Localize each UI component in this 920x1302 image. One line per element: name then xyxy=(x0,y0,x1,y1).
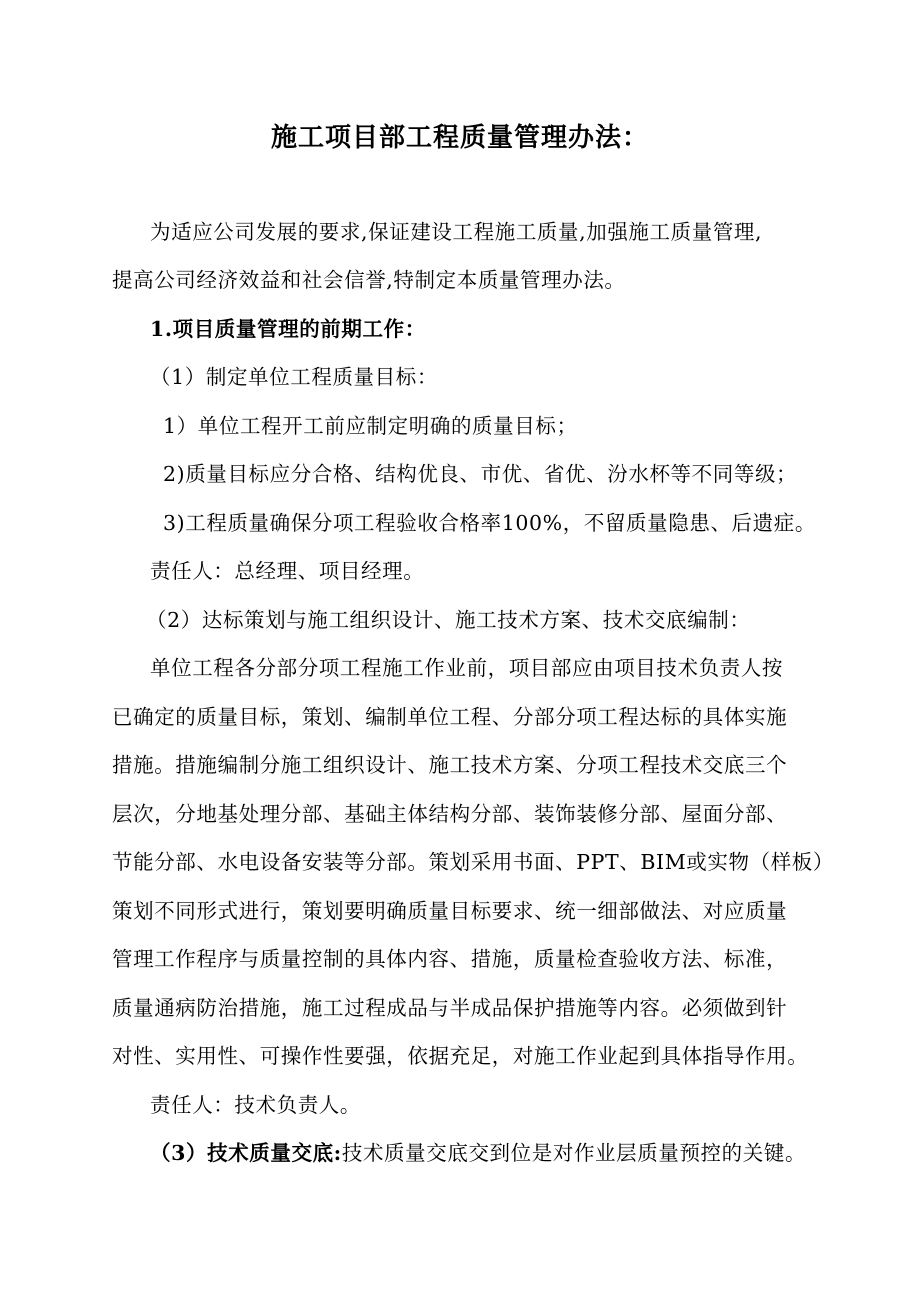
responsible-line: 责任人：技术负责人。 xyxy=(150,1093,361,1117)
paragraph-line: 为适应公司发展的要求,保证建设工程施工质量,加强施工质量管理, xyxy=(150,220,763,244)
document-title: 施工项目部工程质量管理办法： xyxy=(270,123,649,153)
section-heading: 1.项目质量管理的前期工作： xyxy=(150,317,426,341)
paragraph-line: 质量通病防治措施，施工过程成品与半成品保护措施等内容。必须做到针 xyxy=(112,996,788,1020)
subsection-heading-inline: （3）技术质量交底: xyxy=(150,1141,342,1165)
paragraph-line: 提高公司经济效益和社会信誉,特制定本质量管理办法。 xyxy=(112,268,626,292)
paragraph-line: 2)质量目标应分合格、结构优良、市优、省优、汾水杯等不同等级； xyxy=(163,462,798,486)
paragraph-line: 管理工作程序与质量控制的具体内容、措施，质量检查验收方法、标准， xyxy=(112,947,788,971)
paragraph-line: 措施。措施编制分施工组织设计、施工技术方案、分项工程技术交底三个 xyxy=(112,753,788,777)
paragraph-line: 对性、实用性、可操作性要强，依据充足，对施工作业起到具体指导作用。 xyxy=(112,1044,809,1068)
paragraph-line: 单位工程各分部分项工程施工作业前，项目部应由项目技术负责人按 xyxy=(150,656,783,680)
paragraph-line: 策划不同形式进行，策划要明确质量目标要求、统一细部做法、对应质量 xyxy=(112,899,788,923)
paragraph-line: 1）单位工程开工前应制定明确的质量目标； xyxy=(163,414,578,438)
paragraph-line: 已确定的质量目标，策划、编制单位工程、分部分项工程达标的具体实施 xyxy=(112,705,788,729)
paragraph-text: 技术质量交底交到位是对作业层质量预控的关键。 xyxy=(341,1141,807,1165)
paragraph-line: 节能分部、水电设备安装等分部。策划采用书面、PPT、BIM或实物（样板） xyxy=(112,850,835,874)
subsection-heading: （1）制定单位工程质量目标： xyxy=(150,365,438,389)
paragraph-line: 层次，分地基处理分部、基础主体结构分部、装饰装修分部、屋面分部、 xyxy=(112,802,788,826)
subsection-heading: （2）达标策划与施工组织设计、施工技术方案、技术交底编制： xyxy=(146,608,751,632)
paragraph-line xyxy=(150,1139,806,1167)
responsible-line: 责任人：总经理、项目经理。 xyxy=(150,559,425,583)
paragraph-line: 3)工程质量确保分项工程验收合格率100%，不留质量隐患、后遗症。 xyxy=(163,511,816,535)
